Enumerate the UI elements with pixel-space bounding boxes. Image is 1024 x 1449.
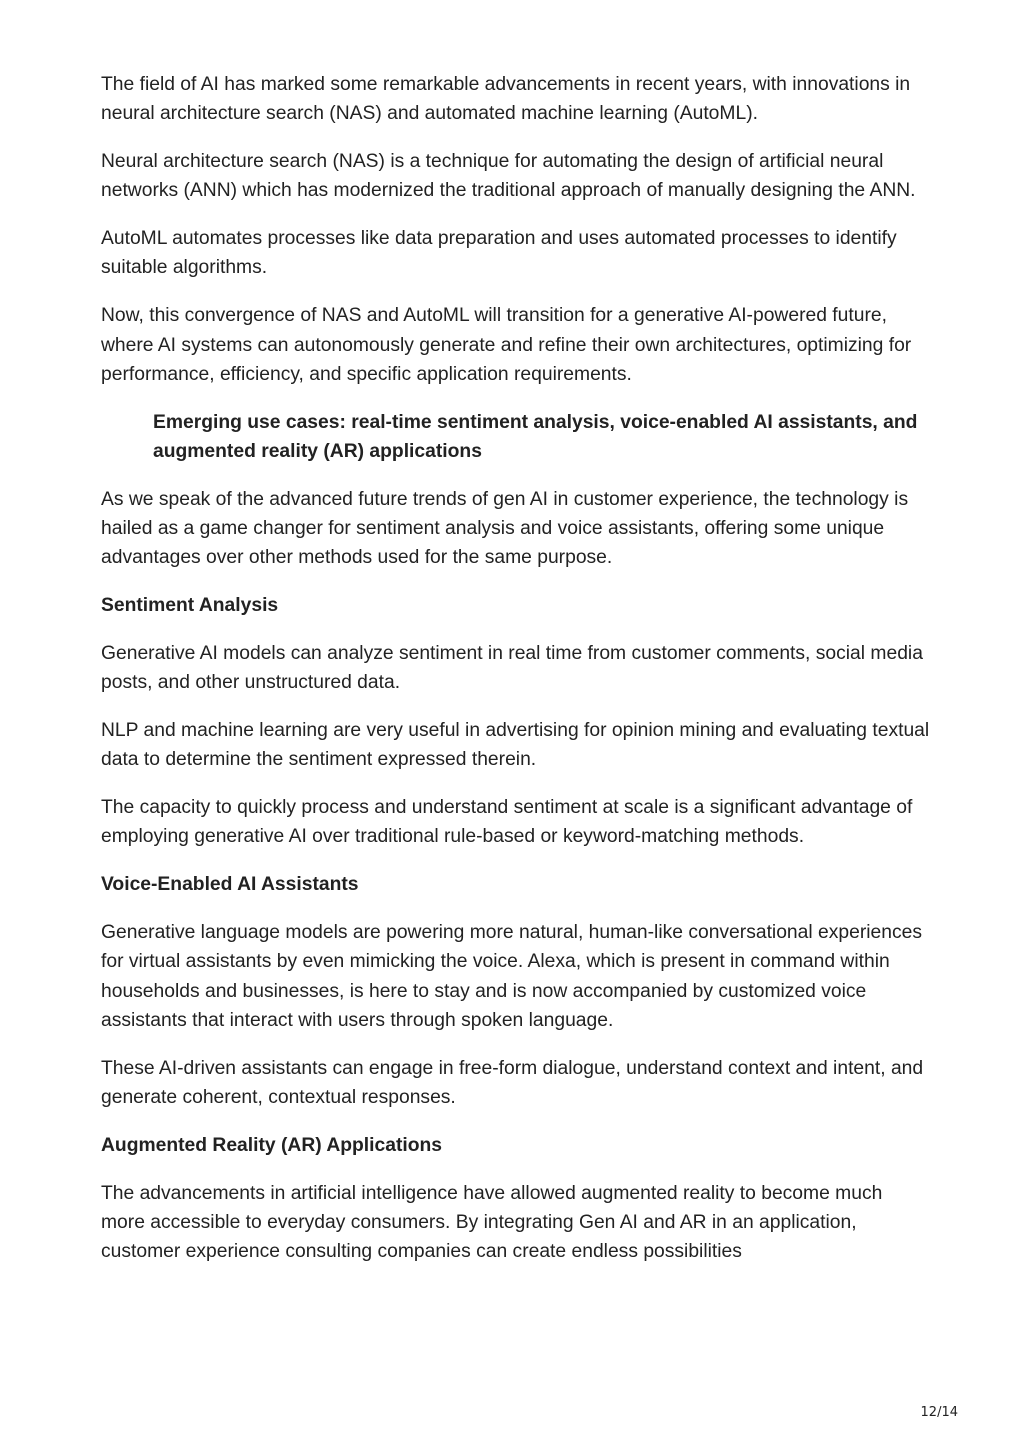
section-heading-emerging-use-cases: Emerging use cases: real-time sentiment analysis, voice-enabled AI assistants, and augmented reality (AR) applications [153,411,918,462]
paragraph-sentiment-scale: The capacity to quickly process and understand sentiment at scale is a significant advantage of employing generative AI over traditional rule-based or keyword-matching methods. [101,797,913,848]
paragraph-assistant-dialogue: These AI-driven assistants can engage in free-form dialogue, understand context and intent, and generate coherent, contextual responses. [101,1057,924,1109]
paragraph-voice-models: Generative language models are powering more natural, human-like conversational experiences for virtual assistants by even mimicking the voice. Alexa, which is present in command within households and businesses, is here to stay and is now accompanied by customized voice assistants that interact with users through spoken language. [101,922,922,1031]
heading-voice-assistants: Voice-Enabled AI Assistants [101,874,359,896]
heading-ar-applications: Augmented Reality (AR) Applications [101,1134,443,1156]
paragraph-nlp-opinion-mining: NLP and machine learning are very useful in advertising for opinion mining and evaluating textual data to determine the sentiment expressed therein. [101,720,930,771]
page-number: 12/14 [920,1405,958,1420]
paragraph-ar-advancements: The advancements in artificial intelligence have allowed augmented reality to become much more accessible to everyday consumers. By integrating Gen AI and AR in an application, customer experience consulting companies can create endless possibilities [101,1182,883,1263]
paragraph-automl-definition: AutoML automates processes like data preparation and uses automated processes to identify suitable algorithms. [101,228,897,279]
paragraph-convergence: Now, this convergence of NAS and AutoML will transition for a generative AI-powered future, where AI systems can autonomously generate and refine their own architectures, optimizing for performance, efficiency, and specific application requirements. [101,305,912,385]
paragraph-ai-advancements: The field of AI has marked some remarkable advancements in recent years, with innovations in neural architecture search (NAS) and automated machine learning (AutoML). [101,74,911,125]
document-page [101,70,931,1285]
heading-sentiment-analysis: Sentiment Analysis [101,595,279,617]
paragraph-nas-definition: Neural architecture search (NAS) is a technique for automating the design of artificial neural networks (ANN) which has modernized the traditional approach of manually designing the ANN. [101,151,916,202]
paragraph-sentiment-realtime: Generative AI models can analyze sentiment in real time from customer comments, social media posts, and other unstructured data. [101,642,923,694]
paragraph-future-trends: As we speak of the advanced future trends of gen AI in customer experience, the technology is hailed as a game changer for sentiment analysis and voice assistants, offering some unique advantages over other methods used for the same purpose. [101,488,909,569]
